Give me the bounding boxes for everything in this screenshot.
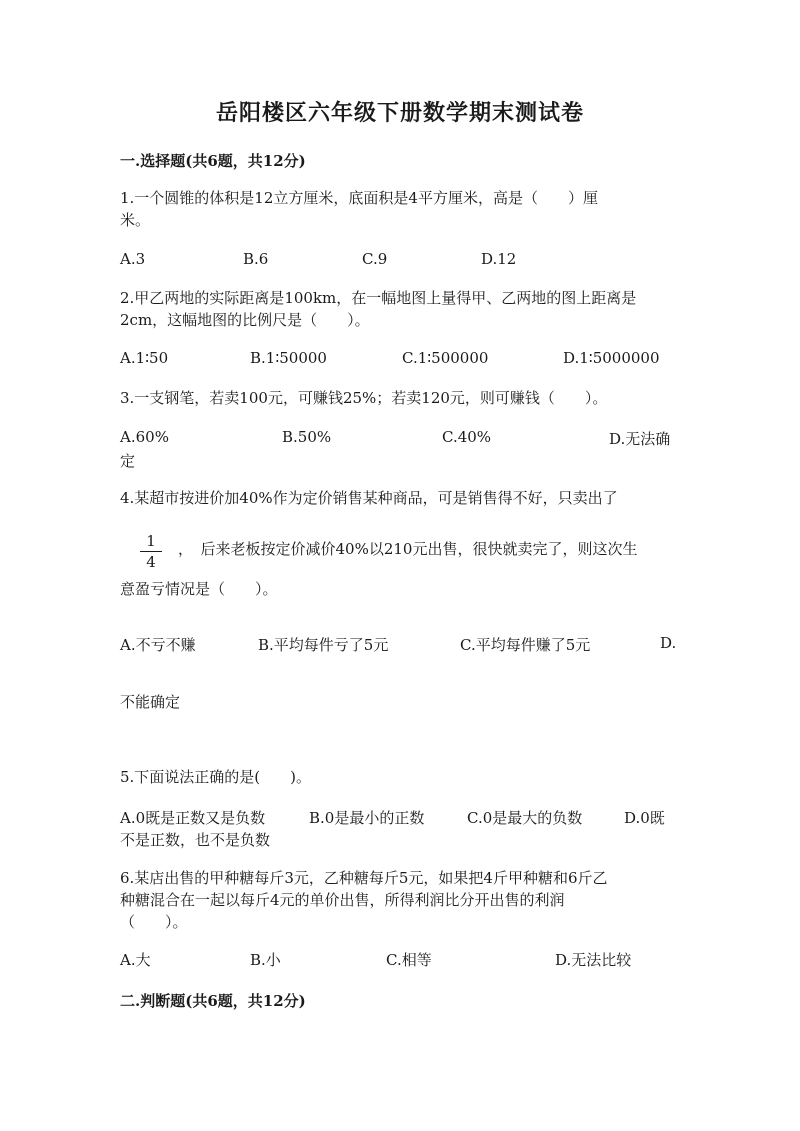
question-5-option-a: A.0既是正数又是负数 xyxy=(120,809,266,827)
question-5-option-d: D.0既 xyxy=(624,809,665,827)
section-heading-choice: 一.选择题(共6题，共12分) xyxy=(120,152,306,170)
question-3-option-d: D.无法确 xyxy=(609,430,671,448)
question-4-option-a: A.不亏不赚 xyxy=(120,636,196,654)
question-4-line-3: 意盈亏情况是（ ）。 xyxy=(120,580,278,598)
question-6-line-2: 种糖混合在一起以每斤4元的单价出售，所得利润比分开出售的利润 xyxy=(120,891,565,909)
question-5-option-d-continued: 不是正数，也不是负数 xyxy=(120,831,271,849)
question-3-option-a: A.60% xyxy=(120,428,169,446)
question-4-option-b: B.平均每件亏了5元 xyxy=(258,636,389,654)
question-5-option-c: C.0是最大的负数 xyxy=(467,809,583,827)
page-title: 岳阳楼区六年级下册数学期末测试卷 xyxy=(215,100,584,126)
question-2-option-d: D.1∶5000000 xyxy=(563,349,660,367)
question-6-option-b: B.小 xyxy=(250,951,281,969)
fraction-numerator: 1 xyxy=(146,532,156,550)
question-4-option-c: C.平均每件赚了5元 xyxy=(460,636,591,654)
question-3-option-b: B.50% xyxy=(282,428,332,446)
question-1-line-1: 1.一个圆锥的体积是12立方厘米，底面积是4平方厘米，高是（ ）厘 xyxy=(120,189,598,207)
fraction-bar xyxy=(140,551,162,552)
fraction-one-quarter xyxy=(140,532,162,571)
question-5-line-1: 5.下面说法正确的是( )。 xyxy=(120,768,312,786)
question-2-line-1: 2.甲乙两地的实际距离是100km，在一幅地图上量得甲、乙两地的图上距离是 xyxy=(120,289,637,307)
question-4-line-1: 4.某超市按进价加40%作为定价销售某种商品，可是销售得不好，只卖出了 xyxy=(120,489,618,507)
question-6-line-3: （ ）。 xyxy=(120,913,188,931)
question-1-option-b: B.6 xyxy=(243,250,269,268)
question-6-option-d: D.无法比较 xyxy=(555,951,632,969)
question-2-option-b: B.1∶50000 xyxy=(250,349,327,367)
question-4-option-d: D. xyxy=(660,634,677,652)
question-2-line-2: 2cm，这幅地图的比例尺是（ ）。 xyxy=(120,311,370,329)
question-6-line-1: 6.某店出售的甲种糖每斤3元，乙种糖每斤5元，如果把4斤甲种糖和6斤乙 xyxy=(120,869,608,887)
question-1-option-d: D.12 xyxy=(481,250,517,268)
question-1-option-c: C.9 xyxy=(362,250,388,268)
question-6-option-c: C.相等 xyxy=(386,951,432,969)
fraction-denominator: 4 xyxy=(146,553,156,571)
question-4-option-d-continued: 不能确定 xyxy=(120,693,181,711)
question-1-option-a: A.3 xyxy=(120,250,146,268)
question-3-line-1: 3.一支钢笔，若卖100元，可赚钱25%；若卖120元，则可赚钱（ ）。 xyxy=(120,389,608,407)
question-3-option-d-continued: 定 xyxy=(120,452,136,470)
question-2-option-a: A.1∶50 xyxy=(120,349,169,367)
question-2-option-c: C.1∶500000 xyxy=(402,349,489,367)
question-3-option-c: C.40% xyxy=(442,428,492,446)
question-4-line-2: ， 后来老板按定价减价40%以210元出售，很快就卖完了，则这次生 xyxy=(178,540,638,558)
section-heading-judgment: 二.判断题(共6题，共12分) xyxy=(120,992,306,1010)
question-6-option-a: A.大 xyxy=(120,951,151,969)
question-5-option-b: B.0是最小的正数 xyxy=(309,809,425,827)
question-1-line-2: 米。 xyxy=(120,211,151,229)
